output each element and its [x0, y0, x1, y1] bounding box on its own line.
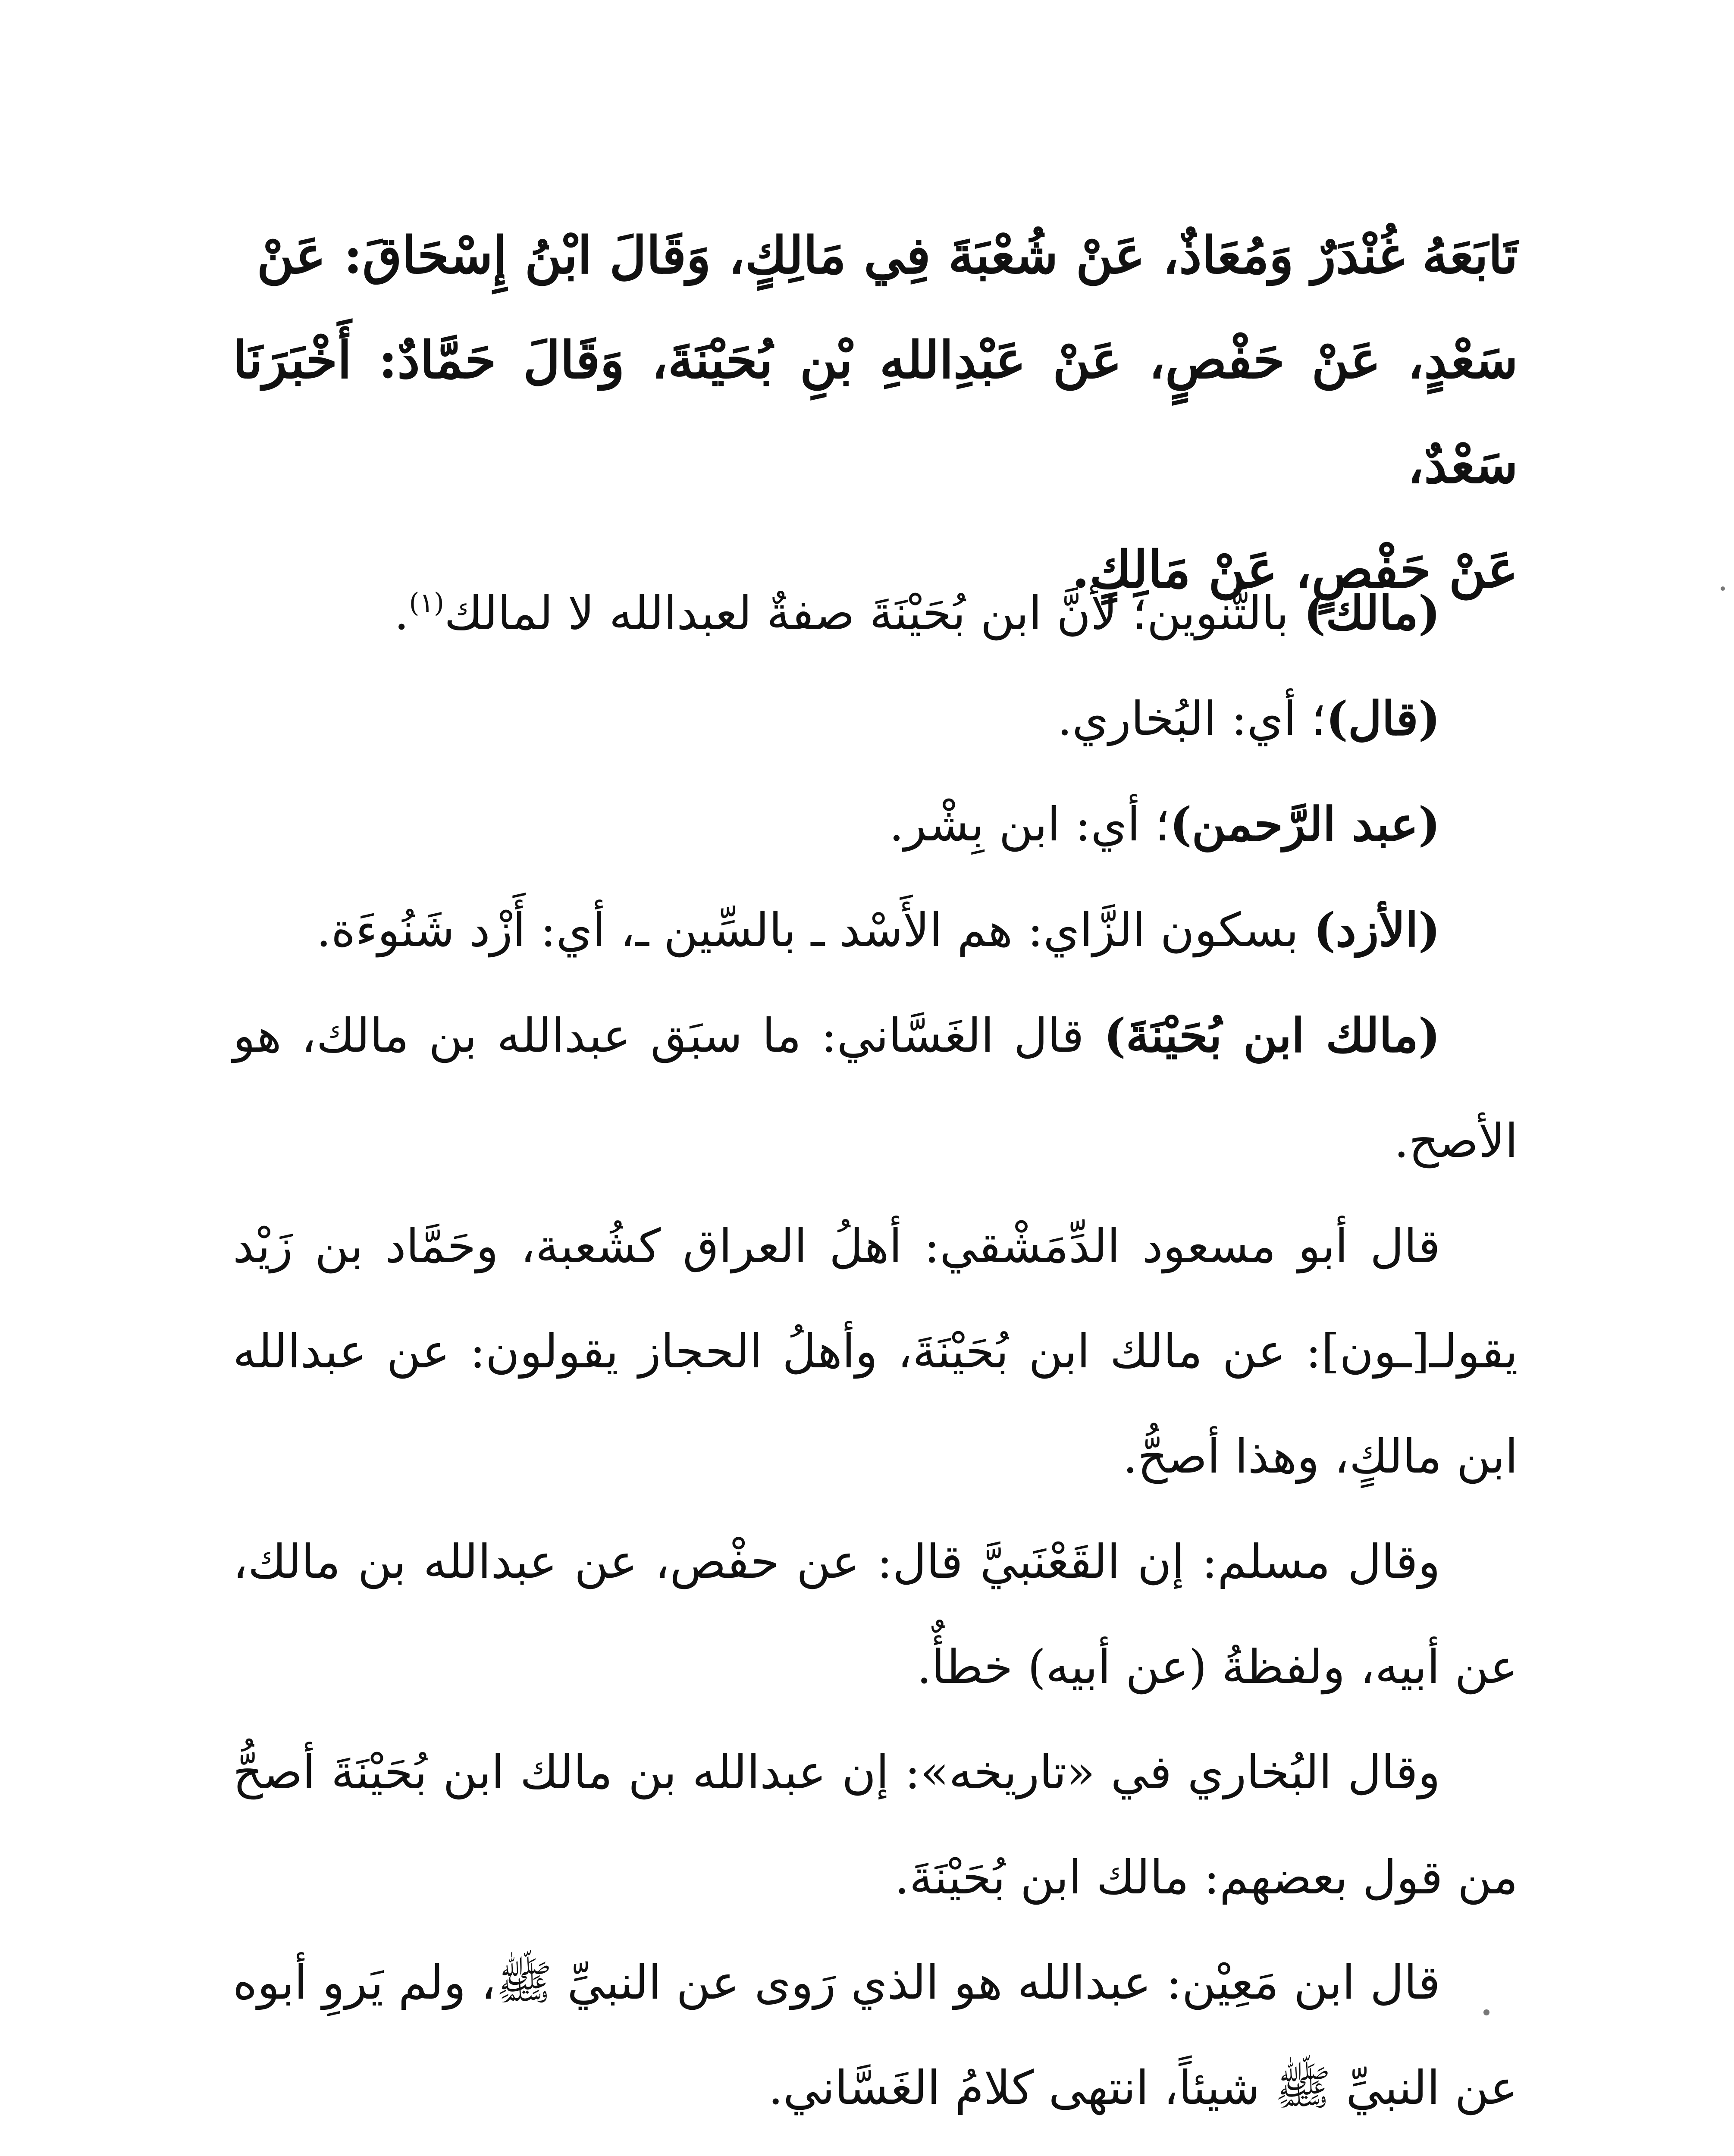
hadith-text — [233, 203, 1518, 622]
scan-speck — [1483, 2009, 1489, 2015]
commentary-paragraph — [233, 1930, 1518, 2141]
lemma: (مالك) — [1304, 586, 1440, 640]
commentary-paragraph — [233, 877, 1518, 983]
commentary-paragraph — [233, 666, 1518, 772]
commentary-paragraph — [233, 1720, 1518, 1930]
commentary-paragraph — [233, 772, 1518, 877]
paragraph-text: قال ابن مَعِيْن: عبدالله هو الذي رَوى عن النبيِّ ﷺ، ولم يَروِ أبوه عن النبيِّ ﷺ شيئاً، انتهى كلامُ الغَسَّاني. — [233, 1956, 1518, 2115]
paragraph-text: بسكون الزَّاي: هم الأَسْد ـ بالسِّين ـ، أي: أَزْد شَنُوءَة. — [316, 903, 1314, 957]
hadith-line: سَعْدٍ، عَنْ حَفْصٍ، عَنْ عَبْدِاللهِ بْنِ بُحَيْنَةَ، وَقَالَ حَمَّادٌ: أَخْبَرَنَا سَعْدٌ، — [233, 330, 1518, 495]
paragraph-text: قال أبو مسعود الدِّمَشْقي: أهلُ العراق كشُعبة، وحَمَّاد بن زَيْد يقولـ[ـون]: عن مالك ابن بُحَيْنَةَ، وأهلُ الحجاز يقولون: عن عبدالله ابن مالكٍ، وهذا أصحُّ. — [233, 1219, 1518, 1484]
paragraph-text: وقال البُخاري في «تاريخه»: إن عبدالله بن مالك ابن بُحَيْنَةَ أصحُّ من قول بعضهم: مالك ابن بُحَيْنَةَ. — [233, 1745, 1518, 1905]
lemma: (عبد الرَّحمن) — [1170, 797, 1440, 852]
paragraph-text: وقال مسلم: إن القَعْنَبيَّ قال: عن حفْص، عن عبدالله بن مالك، عن أبيه، ولفظةُ (عن أبيه) خطأٌ. — [233, 1535, 1518, 1694]
scan-speck — [1721, 586, 1725, 591]
commentary — [233, 561, 1518, 2141]
lemma: (قال) — [1326, 692, 1440, 746]
paragraph-end: . — [394, 586, 409, 640]
paragraph-text: بالتَّنوين؛ لأنَّ ابن بُحَيْنَةَ صفةٌ لعبدالله لا لمالك — [444, 586, 1304, 640]
footnote-ref[interactable]: (١) — [409, 587, 445, 618]
paragraph-text: ؛ أي: ابن بِشْر. — [889, 798, 1170, 852]
commentary-paragraph — [233, 561, 1518, 666]
hadith-line: عَنْ حَفْصٍ، عَنْ مَالِكٍ. — [1072, 539, 1518, 599]
commentary-paragraph — [233, 1510, 1518, 1720]
paragraph-text: قال الغَسَّاني: ما سبَق عبدالله بن مالك، هو الأصح. — [233, 1009, 1518, 1168]
lemma: (مالك ابن بُحَيْنَةَ) — [1104, 1009, 1441, 1063]
commentary-paragraph — [233, 983, 1518, 1194]
paragraph-text: ؛ أي: البُخاري. — [1057, 692, 1326, 746]
lemma: (الأزد) — [1313, 903, 1440, 957]
hadith-line: تَابَعَهُ غُنْدَرٌ وَمُعَاذٌ، عَنْ شُعْبَةَ فِي مَالِكٍ، وَقَالَ ابْنُ إِسْحَاقَ: عَنْ — [257, 225, 1518, 285]
commentary-paragraph — [233, 1194, 1518, 1510]
